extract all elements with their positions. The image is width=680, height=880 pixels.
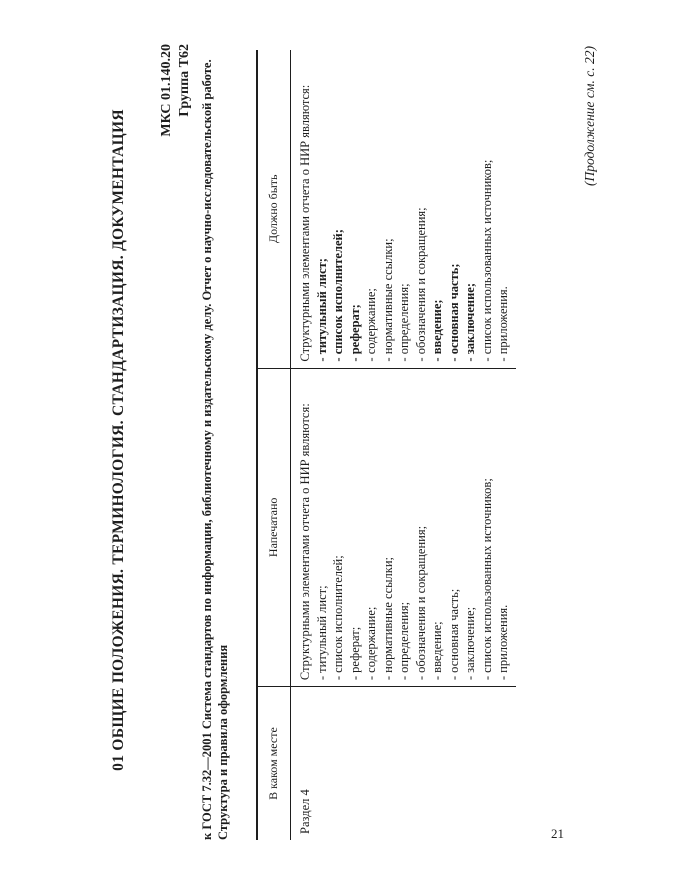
printed-list-item: - список исполнителей; (331, 555, 345, 681)
header-where: В каком месте (257, 687, 291, 840)
cell-should (291, 50, 516, 368)
printed-list-item: - список использованных источников; (479, 478, 494, 681)
should-list-item: - обозначения и сокращения; (413, 207, 428, 362)
printed-list-item: - обозначения и сокращения; (413, 525, 428, 681)
should-list-item: - список исполнителей; (331, 229, 345, 362)
printed-list-item: - содержание; (364, 606, 378, 681)
printed-list-item: - заключение; (463, 606, 477, 681)
should-list-item: - приложения. (496, 286, 510, 362)
printed-list (314, 373, 512, 681)
should-list-item: - введение; (430, 299, 444, 362)
should-intro: Структурными элементами отчета о НИР являются: (298, 84, 312, 362)
classification-codes (158, 44, 194, 137)
amendment-title: к ГОСТ 7.32—2001 Система стандартов по информации, библиотечному и издательскому делу. Отчет о научно-исследовательской работе. Структура и правила оформления (200, 59, 230, 840)
group-code: Группа Т62 (177, 44, 192, 117)
printed-list-item: - нормативные ссылки; (380, 556, 395, 681)
table-header-row (257, 50, 291, 840)
printed-list-item: - титульный лист; (314, 585, 329, 681)
should-list-item: - содержание; (364, 288, 378, 362)
should-list-item: - основная часть; (446, 263, 461, 362)
printed-list-item: - введение; (430, 621, 444, 681)
printed-list-item: - основная часть; (446, 588, 461, 681)
should-list-item: - определения; (397, 283, 411, 362)
should-list-item: - нормативные ссылки; (380, 238, 395, 362)
should-list-item: - титульный лист; (314, 258, 329, 362)
cell-where: Раздел 4 (298, 789, 312, 834)
mks-code: МКС 01.140.20 (159, 44, 174, 137)
section-headline: 01 ОБЩИЕ ПОЛОЖЕНИЯ. ТЕРМИНОЛОГИЯ. СТАНДАРТИЗАЦИЯ. ДОКУМЕНТАЦИЯ (110, 109, 127, 771)
should-list-item: - список использованных источников; (479, 159, 494, 362)
printed-list-item: - определения; (397, 601, 411, 681)
should-list-item: - реферат; (347, 304, 362, 362)
printed-list-item: - приложения. (496, 604, 510, 681)
should-list (314, 54, 512, 362)
cell-printed (291, 368, 516, 687)
header-printed: Напечатано (257, 368, 291, 687)
printed-list-item: - реферат; (347, 626, 362, 681)
rotated-page-content (110, 40, 630, 840)
page-number: 21 (551, 826, 564, 841)
printed-intro: Структурными элементами отчета о НИР являются: (298, 403, 312, 681)
corrections-table (256, 50, 516, 840)
header-should: Должно быть (257, 50, 291, 368)
should-list-item: - заключение; (463, 282, 477, 362)
table-row (291, 50, 516, 840)
continuation-note: (Продолжение см. с. 22) (582, 46, 597, 186)
